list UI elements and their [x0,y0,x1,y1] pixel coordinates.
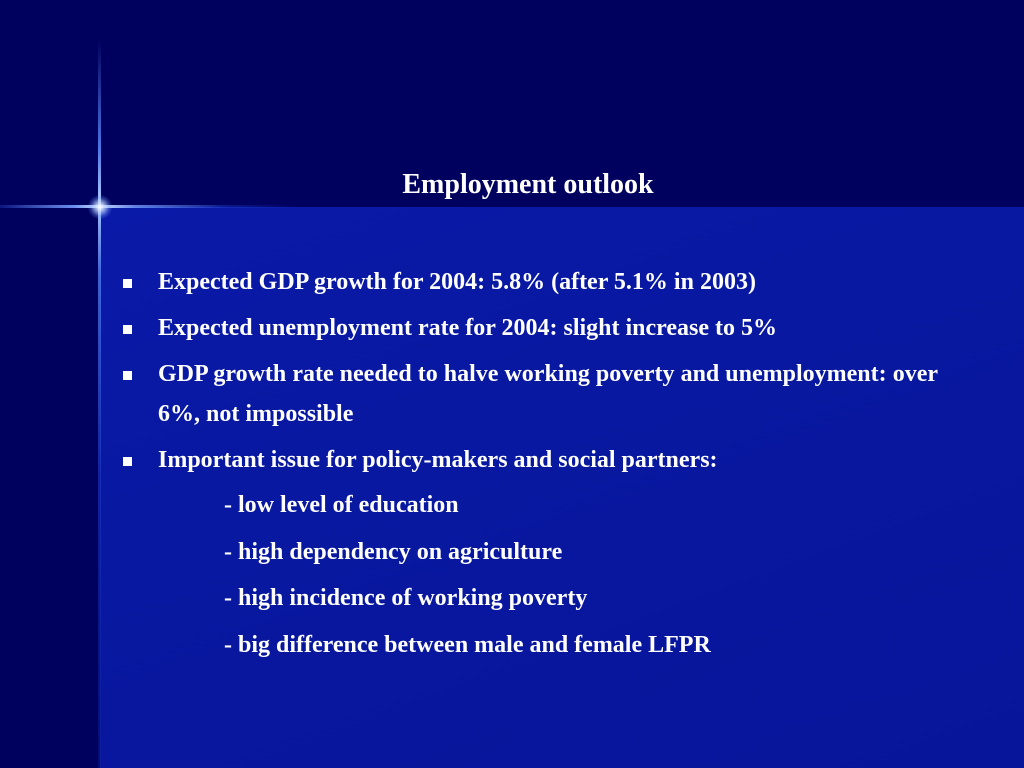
square-bullet-icon [123,371,132,380]
sub-item: - low level of education [224,492,459,518]
bullet-item [120,354,938,434]
bullet-text: GDP growth rate needed to halve working poverty and unemployment: over 6%, not impossible [158,361,938,427]
bullet-text: Expected GDP growth for 2004: 5.8% (after 5.1% in 2003) [158,269,756,295]
sub-item-list [224,482,711,668]
bullet-item [120,440,938,480]
slide-title: Employment outlook [402,169,654,200]
square-bullet-icon [123,325,132,334]
bullet-item [120,262,938,302]
horizontal-light-line [0,205,300,208]
bullet-text: Important issue for policy-makers and social partners: [158,447,718,473]
bullet-list [120,262,938,486]
bullet-item [120,308,938,348]
sub-item: - high dependency on agriculture [224,538,563,565]
square-bullet-icon [123,279,132,288]
sub-item: - big difference between male and female LFPR [224,631,711,658]
sub-item: - high incidence of working poverty [224,585,588,611]
bullet-text: Expected unemployment rate for 2004: slight increase to 5% [158,315,778,341]
square-bullet-icon [123,457,132,466]
vertical-light-line [98,40,101,768]
